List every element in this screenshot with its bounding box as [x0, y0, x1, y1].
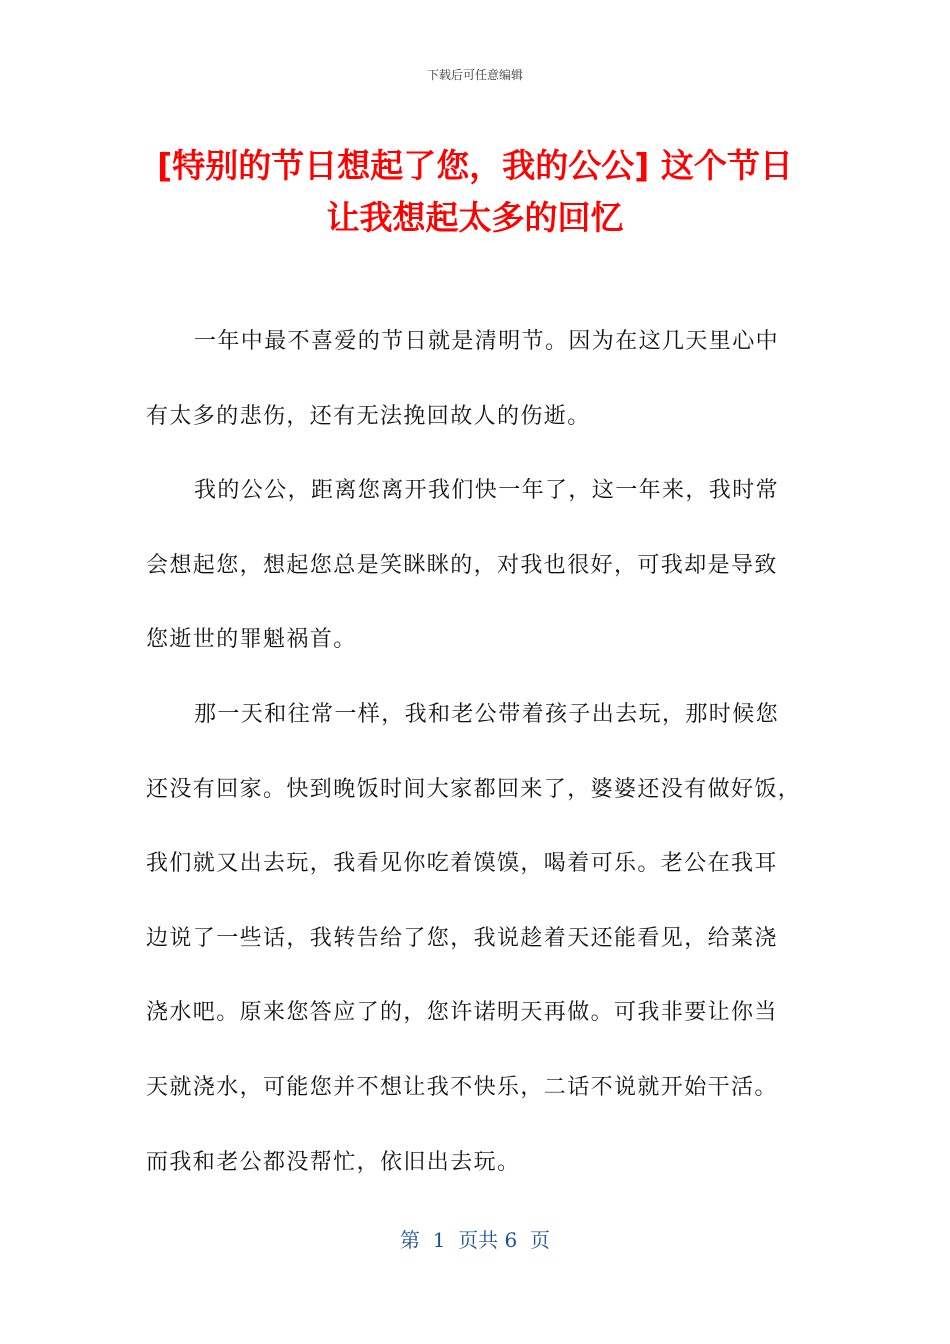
document-body: [146, 310, 806, 1205]
title-line-2: 让我想起太多的回忆: [326, 198, 624, 237]
body-line: 会想起您，想起您总是笑眯眯的，对我也很好，可我却是导致: [146, 552, 778, 578]
body-line: 您逝世的罪魁祸首。: [146, 627, 357, 653]
header-note: 下载后可任意编辑: [426, 68, 523, 82]
body-line: 我们就又出去玩，我看见你吃着馍馍，喝着可乐。老公在我耳: [146, 851, 778, 877]
body-line: 而我和老公都没帮忙，依旧出去玩。: [146, 1149, 521, 1175]
body-line: 有太多的悲伤，还有无法挽回故人的伤逝。: [146, 403, 591, 429]
body-line: 浇水吧。原来您答应了的，您许诺明天再做。可我非要让你当: [146, 1000, 778, 1026]
body-line: 一年中最不喜爱的节日就是清明节。因为在这几天里心中: [194, 329, 780, 354]
title-line-1: [特别的节日想起了您，我的公公] 这个节日: [157, 146, 793, 185]
page-footer: 第 1 页共 6 页: [400, 1228, 550, 1252]
document-title: [100, 140, 850, 244]
body-line: 还没有回家。快到晚饭时间大家都回来了，婆婆还没有做好饭，: [146, 776, 802, 802]
body-line: 那一天和往常一样，我和老公带着孩子出去玩，那时候您: [194, 701, 780, 727]
body-line: 我的公公，距离您离开我们快一年了，这一年来，我时常: [194, 478, 780, 504]
body-line: 天就浇水，可能您并不想让我不快乐，二话不说就开始干活。: [146, 1074, 778, 1100]
body-line: 边说了一些话，我转告给了您，我说趁着天还能看见，给菜浇: [146, 925, 778, 951]
